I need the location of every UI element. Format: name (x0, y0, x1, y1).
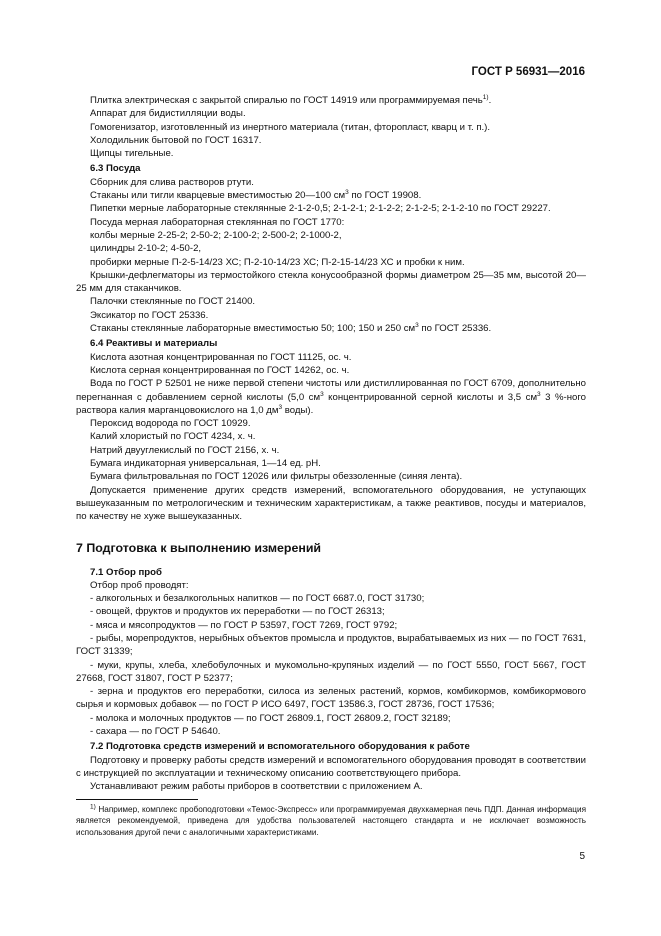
reagent-note: Допускается применение других средств измерений, вспомогательного оборудования, не уступающих вышеуказанным по метрологическим и техническим характеристикам, а также реактивов, посуды и материалов, по качеству не хуже вышеуказанных. (76, 484, 586, 523)
equipment-line: Холодильник бытовой по ГОСТ 16317. (90, 134, 262, 146)
preparation-paragraph: Устанавливают режим работы приборов в соответствии с приложением А. (90, 781, 423, 793)
glassware-line: Стаканы или тигли кварцевые вместимостью 20—100 $см^3$ по ГОСТ 19908. (90, 188, 422, 202)
section-heading-6-4: 6.4 Реактивы и материалы (90, 338, 218, 350)
equipment-line: Щипцы тигельные. (90, 148, 174, 160)
sampling-item: - алкогольных и безалкогольных напитков — по ГОСТ 6687.0, ГОСТ 31730; (90, 593, 425, 605)
reagent-line: Бумага фильтровальная по ГОСТ 12026 или фильтры обеззоленные (синяя лента). (90, 471, 463, 483)
glassware-line: Пипетки мерные лабораторные стеклянные 2-1-2-0,5; 2-1-2-1; 2-1-2-2; 2-1-2-5; 2-1-2-10 по ГОСТ 29227. (90, 203, 551, 215)
equipment-line: Аппарат для бидистилляции воды. (90, 108, 246, 120)
footnote: $^{1)}$ Например, комплекс пробоподготовки «Темос-Экспресс» или программируемая двухкамерная печь ПДП. Данная информация является рекомендуемой, приведена для удобства пользователей настоящего стандарта и не исключает возможность использования другой печи с аналогичными характеристиками. (76, 802, 586, 837)
sampling-item: - мяса и мясопродуктов — по ГОСТ Р 53597, ГОСТ 7269, ГОСТ 9792; (90, 619, 398, 631)
equipment-line: Плитка электрическая с закрытой спиралью по ГОСТ 14919 или программируемая печь$^{1)}$. (90, 93, 492, 106)
section-heading-7-2: 7.2 Подготовка средств измерений и вспомогательного оборудования к работе (90, 741, 470, 753)
reagent-line: Вода по ГОСТ Р 52501 не ниже первой степени чистоты или дистиллированная по ГОСТ 6709, дополнительно перегнанная с добавлением серной кислоты (5,0 $см^3$ концентрированной серной кислоты и 3,5 $см^3$ 3 %-ного раствора калия марганцовокислого на 1,0 $дм^3$ воды). (76, 378, 586, 416)
reagent-line: Бумага индикаторная универсальная, 1—14 ед. рН. (90, 458, 321, 470)
reagent-line: Кислота азотная концентрированная по ГОСТ 11125, ос. ч. (90, 351, 352, 363)
document-id-header: ГОСТ Р 56931—2016 (471, 66, 585, 78)
equipment-line: Гомогенизатор, изготовленный из инертного материала (титан, фторопласт, кварц и т. п.). (90, 121, 491, 133)
glassware-line: колбы мерные 2-25-2; 2-50-2; 2-100-2; 2-500-2; 2-1000-2, (90, 229, 342, 241)
glassware-line: Эксикатор по ГОСТ 25336. (90, 309, 209, 321)
sampling-item: - рыбы, морепродуктов, нерыбных объектов промысла и продуктов, вырабатываемых из них — по ГОСТ 7631, ГОСТ 31339; (76, 632, 586, 658)
reagent-line: Кислота серная концентрированная по ГОСТ 14262, ос. ч. (90, 364, 350, 376)
page-number: 5 (579, 851, 585, 862)
reagent-line: Пероксид водорода по ГОСТ 10929. (90, 418, 251, 430)
section-heading-7: 7 Подготовка к выполнению измерений (76, 540, 322, 555)
preparation-paragraph: Подготовку и проверку работы средств измерений и вспомогательного оборудования проводят в соответствии с инструкцией по эксплуатации и техническому описанию соответствующего прибора. (76, 754, 586, 779)
sampling-item: - овощей, фруктов и продуктов их переработки — по ГОСТ 26313; (90, 606, 385, 618)
reagent-line: Калий хлористый по ГОСТ 4234, х. ч. (90, 431, 256, 443)
document-body (76, 94, 586, 838)
glassware-line: Посуда мерная лабораторная стеклянная по ГОСТ 1770: (90, 216, 345, 228)
sampling-item: - зерна и продуктов его переработки, силоса из зеленых растений, кормов, комбикормов, комбикормового сырья и кормовых добавок — по ГОСТ Р ИСО 6497, ГОСТ 13586.3, ГОСТ 28736, ГОСТ 17536; (76, 686, 586, 711)
footnote-ref: 1) (482, 93, 489, 101)
sampling-intro: Отбор проб проводят: (90, 579, 189, 591)
glassware-line: Крышки-дефлегматоры из термостойкого стекла конусообразной формы диаметром 25—35 мм, высотой 20—25 мм для стаканчиков. (76, 269, 586, 295)
glassware-line: Стаканы стеклянные лабораторные вместимостью 50; 100; 150 и 250 $см^3$ по ГОСТ 25336. (90, 321, 492, 335)
glassware-line: Сборник для слива растворов ртути. (90, 176, 254, 188)
sampling-item: - сахара — по ГОСТ Р 54640. (90, 726, 221, 738)
reagent-line: Натрий двууглекислый по ГОСТ 2156, х. ч. (90, 444, 280, 456)
glassware-line: Палочки стеклянные по ГОСТ 21400. (90, 296, 256, 308)
sampling-item: - молока и молочных продуктов — по ГОСТ 26809.1, ГОСТ 26809.2, ГОСТ 32189; (90, 712, 451, 724)
section-heading-7-1: 7.1 Отбор проб (90, 566, 162, 578)
glassware-line: цилиндры 2-10-2; 4-50-2, (90, 243, 202, 255)
glassware-line: пробирки мерные П-2-5-14/23 ХС; П-2-10-14/23 ХС; П-2-15-14/23 ХС и пробки к ним. (90, 256, 465, 268)
sampling-item: - муки, крупы, хлеба, хлебобулочных и мукомольно-крупяных изделий — по ГОСТ 5550, ГОСТ 5667, ГОСТ 27668, ГОСТ 31807, ГОСТ Р 52377; (76, 659, 586, 684)
footnote-divider (76, 799, 198, 800)
section-heading-6-3: 6.3 Посуда (90, 163, 141, 175)
